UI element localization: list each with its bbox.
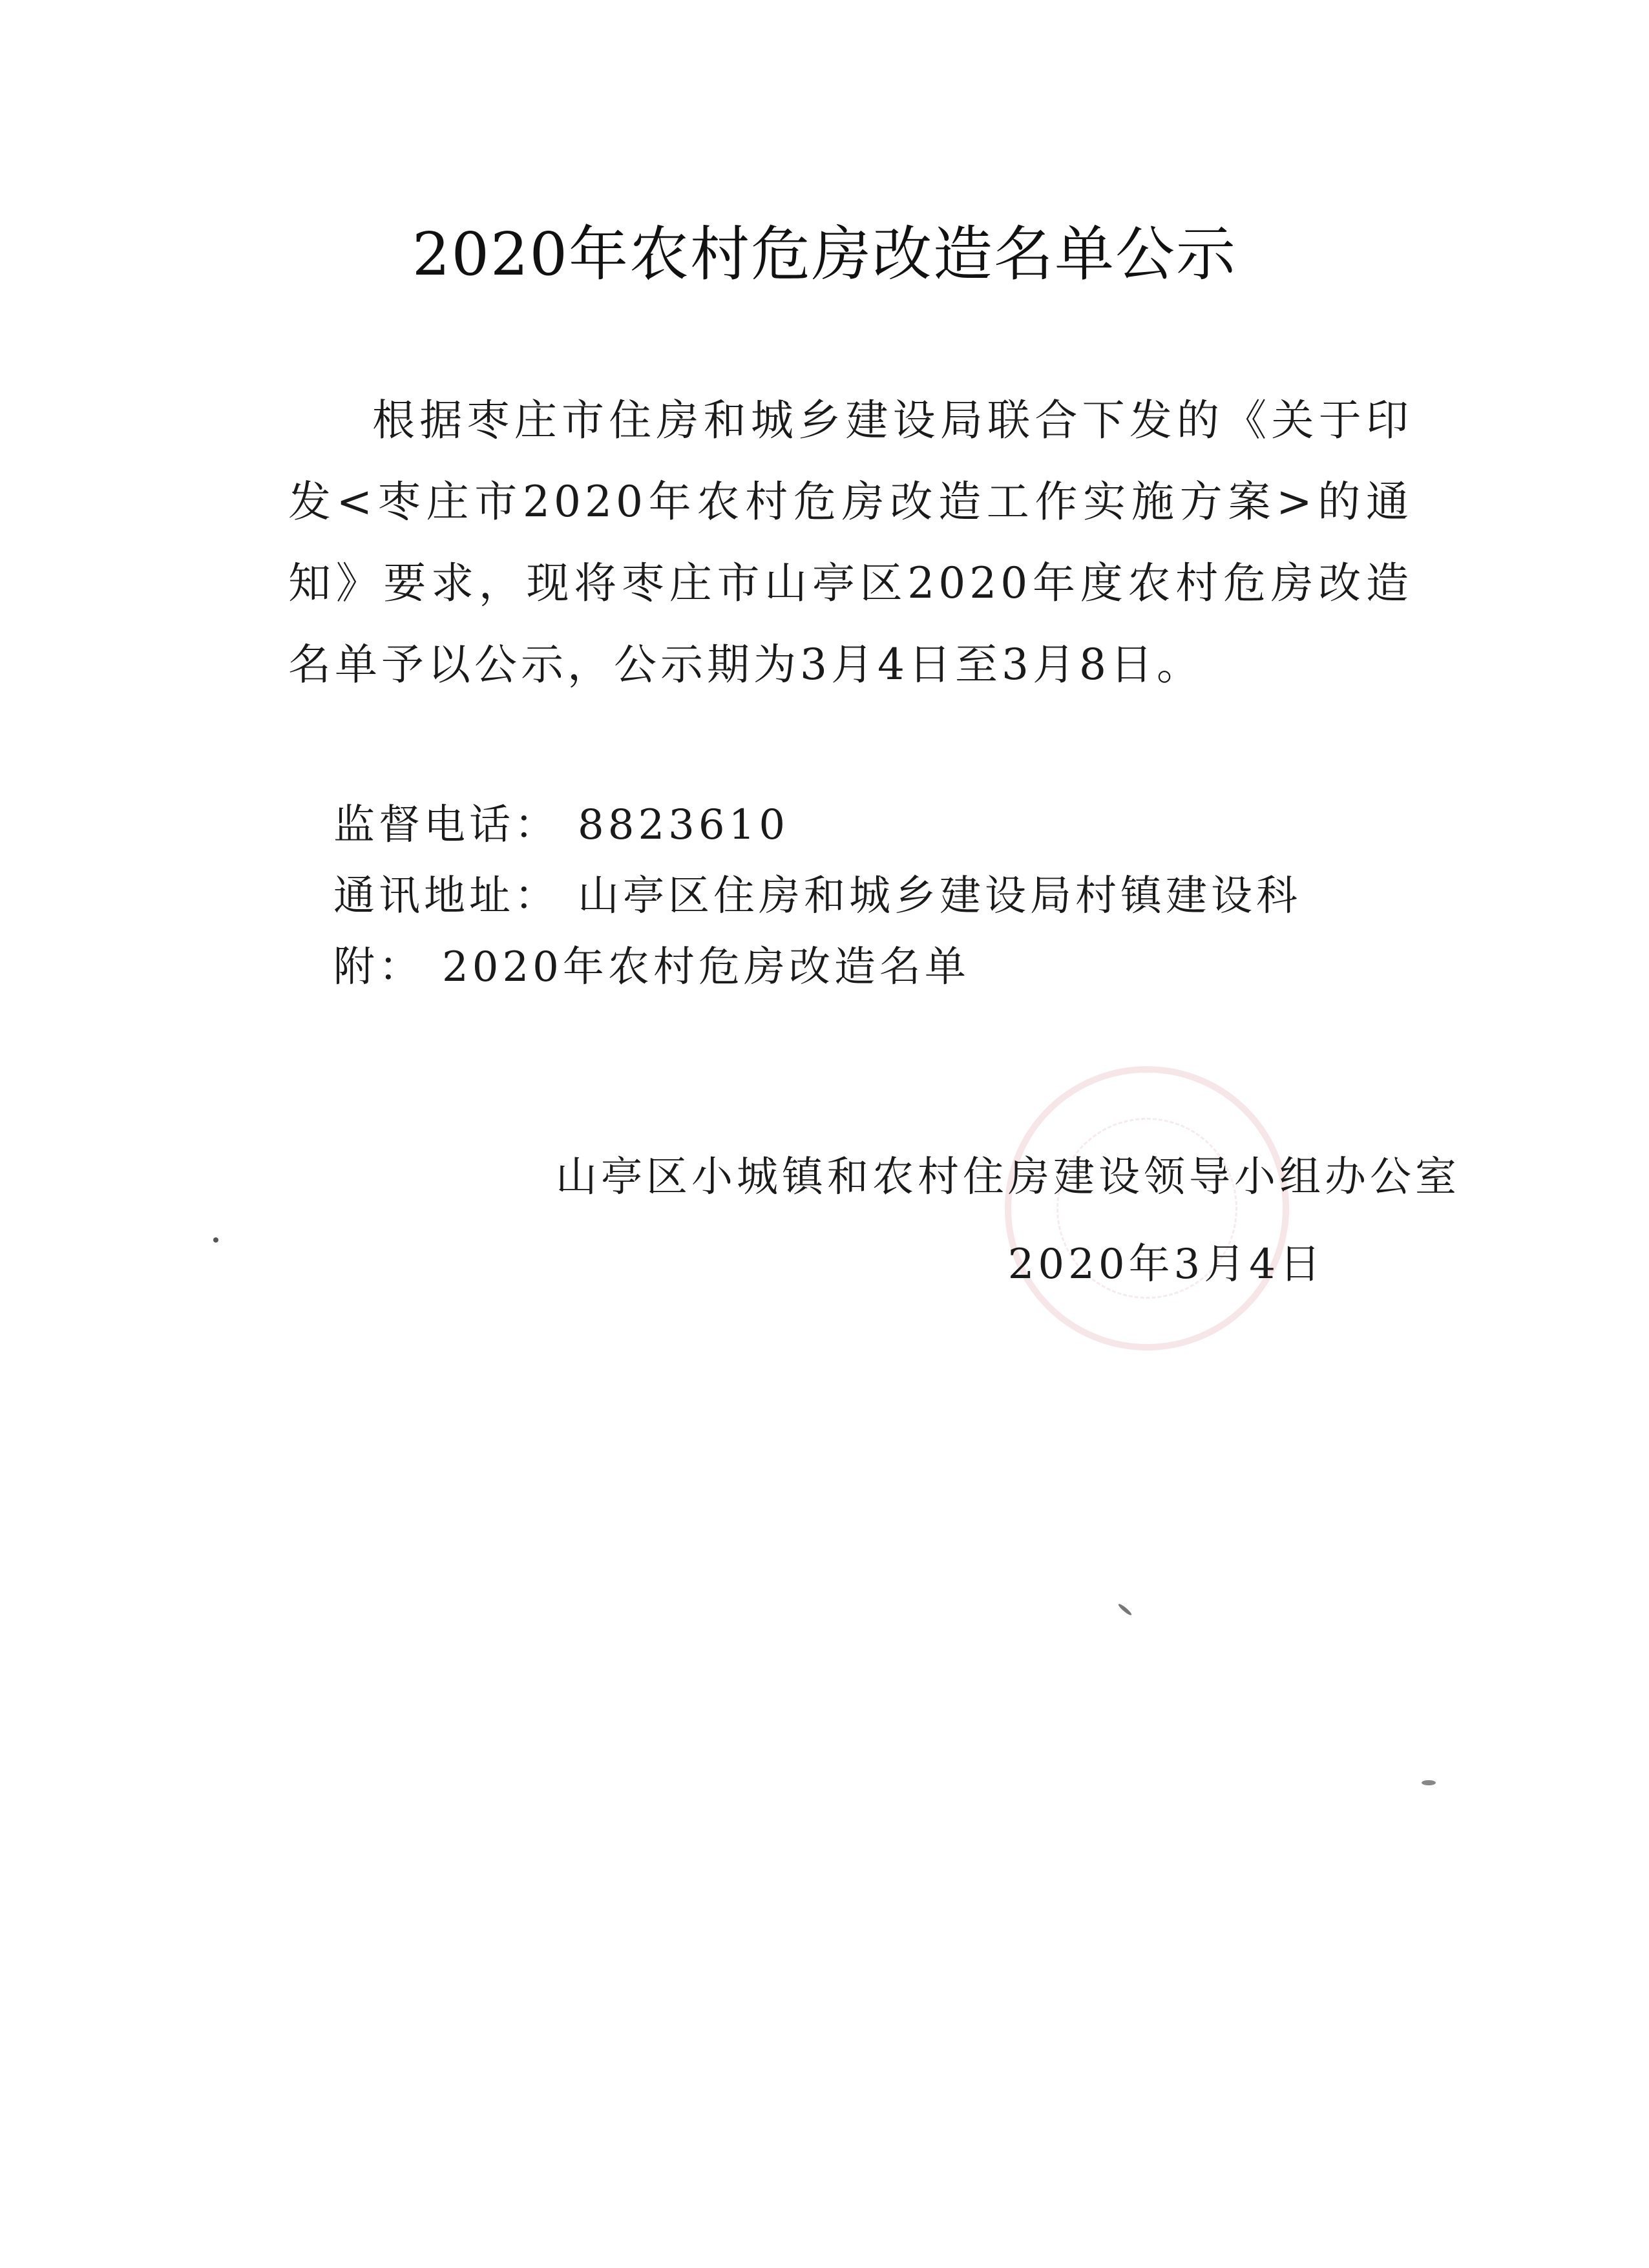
scan-speck xyxy=(1117,1602,1133,1616)
scan-speck xyxy=(213,1237,218,1243)
supervision-phone-label: 监督电话： xyxy=(333,801,560,849)
signature-organization: 山亭区小城镇和农村住房建设领导小组办公室 xyxy=(556,1153,1460,1201)
supervision-phone-value: 8823610 xyxy=(578,801,790,849)
address-label: 通讯地址： xyxy=(333,872,560,920)
attachment-label: 附： xyxy=(333,943,424,991)
notice-paragraph: 根据枣庄市住房和城乡建设局联合下发的《关于印发<枣庄市2020年农村危房改造工作实施方案>的通知》要求，现将枣庄市山亭区2020年度农村危房改造名单予以公示，公示期为3月4日至3月8日。 xyxy=(288,395,1413,689)
document-title: 2020年农村危房改造名单公示 xyxy=(412,220,1237,289)
address-value: 山亭区住房和城乡建设局村镇建设科 xyxy=(578,872,1301,920)
attachment-value: 2020年农村危房改造名单 xyxy=(442,943,970,991)
scan-speck xyxy=(1422,1780,1436,1785)
supervision-phone-line xyxy=(333,792,789,851)
attachment-line xyxy=(333,934,970,993)
address-line xyxy=(333,863,1301,922)
official-seal-icon xyxy=(1005,1066,1289,1350)
signature-date: 2020年3月4日 xyxy=(1007,1241,1325,1288)
